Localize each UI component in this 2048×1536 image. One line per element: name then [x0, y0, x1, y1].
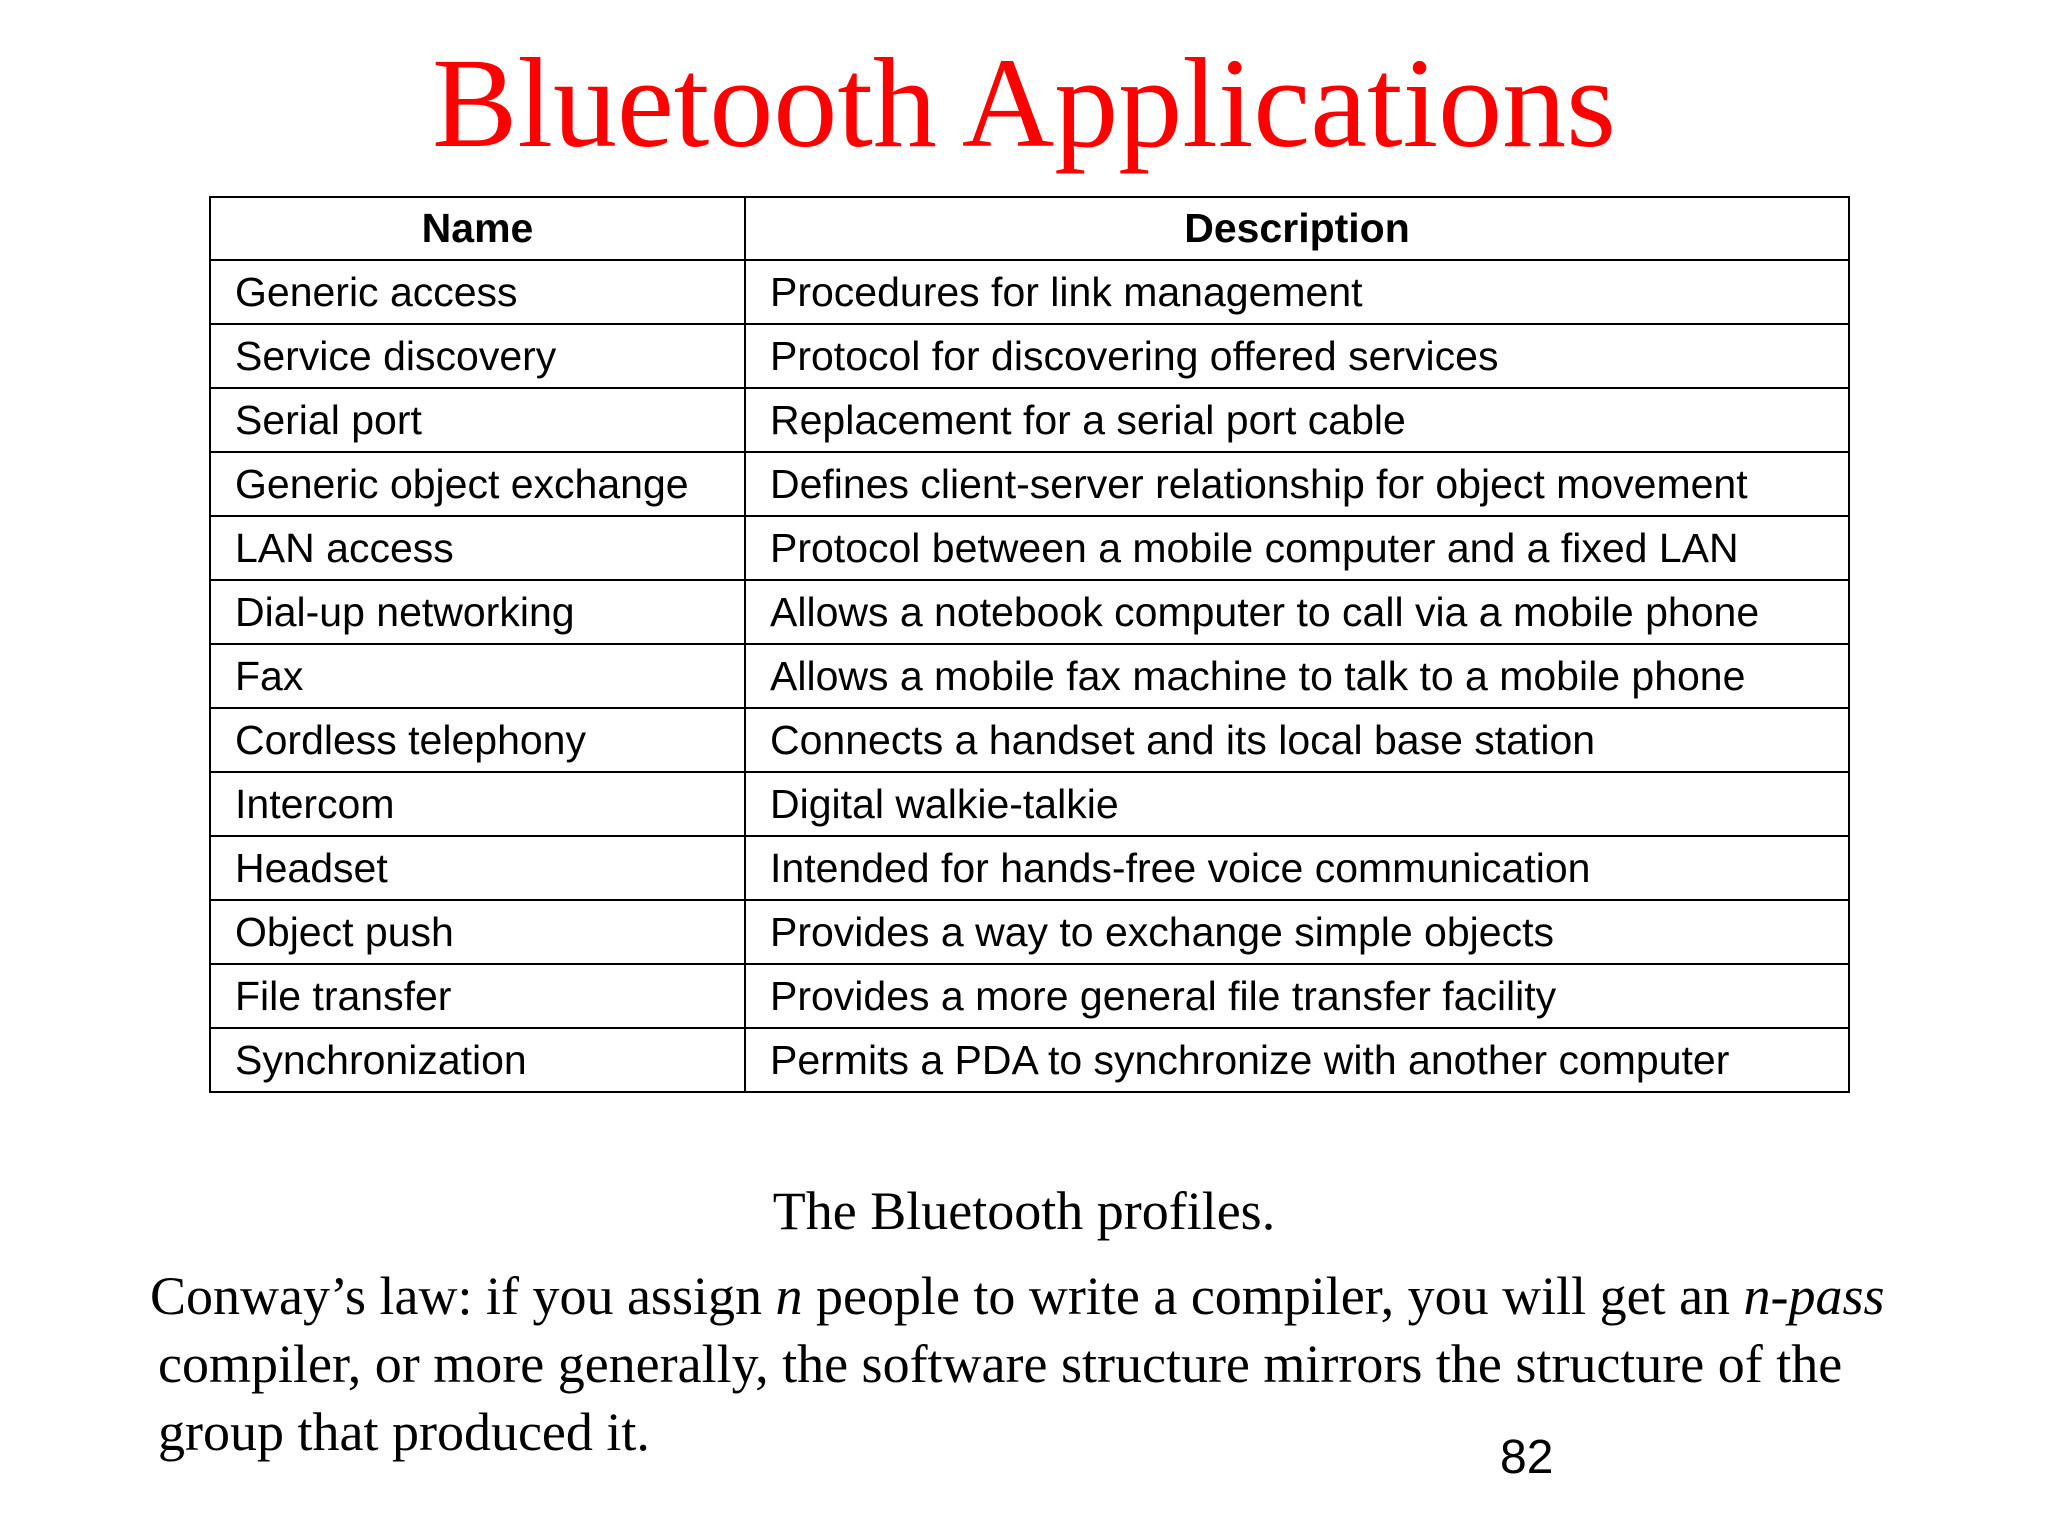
column-header-name: Name: [210, 197, 745, 260]
profile-name: Intercom: [210, 772, 745, 836]
table-row: [210, 516, 1849, 580]
table-row: [210, 580, 1849, 644]
table-header-row: [210, 197, 1849, 260]
profile-name: File transfer: [210, 964, 745, 1028]
law-line-2: compiler, or more generally, the software structure mirrors the structure of the: [158, 1334, 1843, 1394]
profile-name: Generic access: [210, 260, 745, 324]
table-row: [210, 964, 1849, 1028]
profile-name: Cordless telephony: [210, 708, 745, 772]
table-row: [210, 452, 1849, 516]
profile-description: Defines client-server relationship for object movement: [745, 452, 1849, 516]
profile-description: Intended for hands-free voice communication: [745, 836, 1849, 900]
conways-law-paragraph: [150, 1262, 2020, 1466]
profile-name: Serial port: [210, 388, 745, 452]
profile-name: Fax: [210, 644, 745, 708]
law-line-1: [150, 1262, 2020, 1330]
profile-description: Protocol between a mobile computer and a fixed LAN: [745, 516, 1849, 580]
profile-description: Provides a way to exchange simple objects: [745, 900, 1849, 964]
profile-description: Replacement for a serial port cable: [745, 388, 1849, 452]
profile-description: Connects a handset and its local base station: [745, 708, 1849, 772]
profile-name: Headset: [210, 836, 745, 900]
profile-description: Digital walkie-talkie: [745, 772, 1849, 836]
profile-description: Allows a notebook computer to call via a mobile phone: [745, 580, 1849, 644]
table-row: [210, 388, 1849, 452]
law-text: people to write a compiler, you will get an: [802, 1266, 1744, 1326]
law-variable-n: n: [775, 1266, 803, 1326]
profile-name: Synchronization: [210, 1028, 745, 1092]
page-number: 82: [1500, 1431, 1554, 1484]
table-row: [210, 900, 1849, 964]
bluetooth-profiles-table: [209, 196, 1850, 1093]
law-term-n-pass: n-pass: [1743, 1266, 1885, 1326]
profile-name: Object push: [210, 900, 745, 964]
table-row: [210, 772, 1849, 836]
law-text: Conway’s law: if you assign: [150, 1266, 776, 1326]
profile-name: LAN access: [210, 516, 745, 580]
column-header-description: Description: [745, 197, 1849, 260]
table-row: [210, 836, 1849, 900]
table-row: [210, 260, 1849, 324]
profile-description: Procedures for link management: [745, 260, 1849, 324]
profile-description: Permits a PDA to synchronize with another computer: [745, 1028, 1849, 1092]
table-row: [210, 324, 1849, 388]
table-caption: The Bluetooth profiles.: [772, 1181, 1276, 1241]
profile-name: Service discovery: [210, 324, 745, 388]
slide-title: Bluetooth Applications: [432, 32, 1616, 174]
profile-description: Protocol for discovering offered services: [745, 324, 1849, 388]
profile-name: Dial-up networking: [210, 580, 745, 644]
profile-name: Generic object exchange: [210, 452, 745, 516]
profile-description: Provides a more general file transfer facility: [745, 964, 1849, 1028]
table-row: [210, 708, 1849, 772]
law-line-3: group that produced it.: [158, 1402, 650, 1462]
table-row: [210, 1028, 1849, 1092]
table-row: [210, 644, 1849, 708]
profile-description: Allows a mobile fax machine to talk to a mobile phone: [745, 644, 1849, 708]
